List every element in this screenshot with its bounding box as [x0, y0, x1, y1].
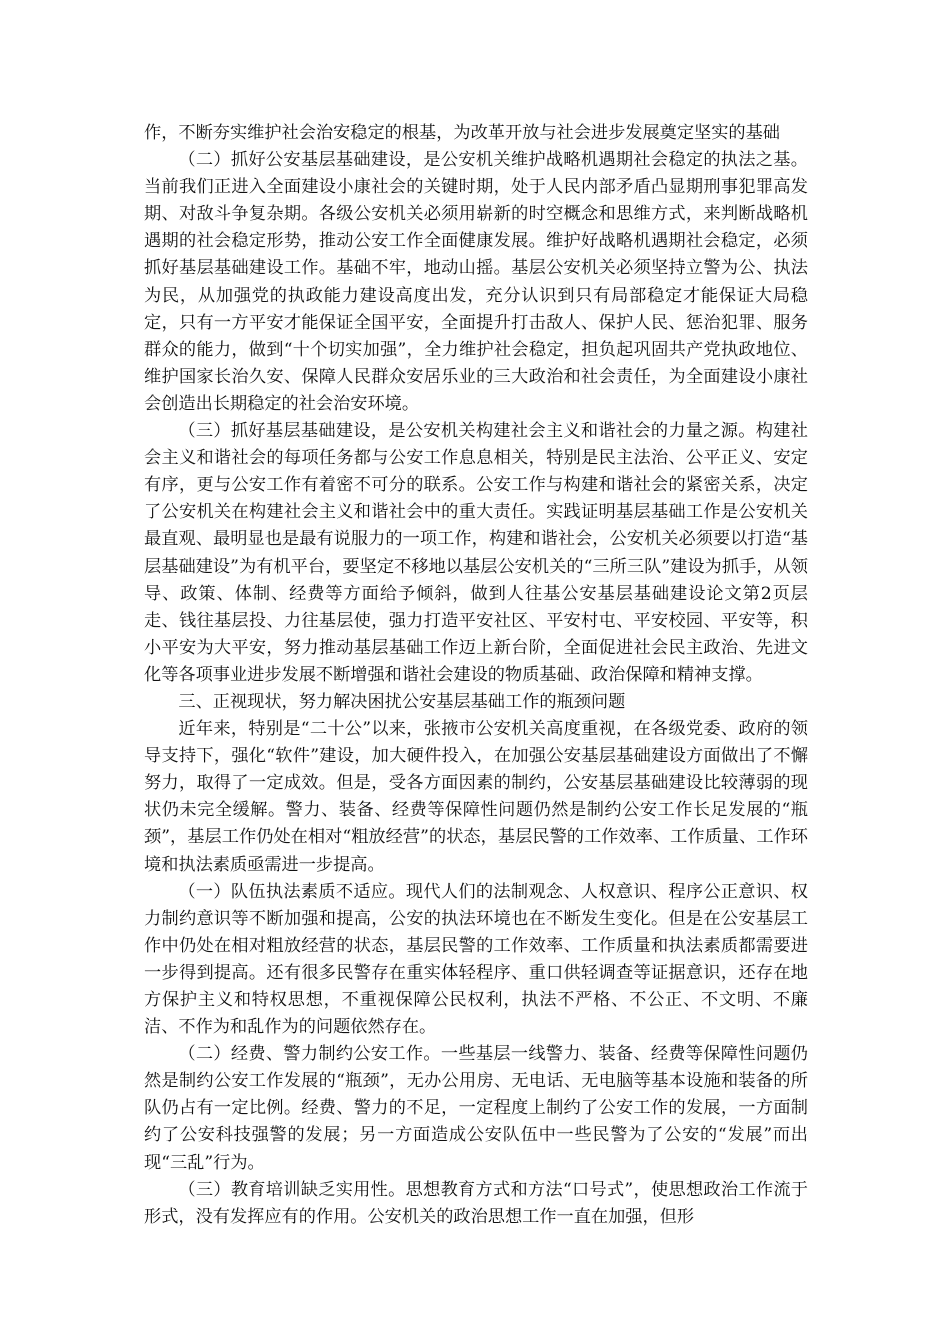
document-page	[144, 120, 808, 1231]
paragraph-section-3: （三）抓好基层基础建设，是公安机关构建社会主义和谐社会的力量之源。构建社会主义和谐社会的每项任务都与公安工作息息相关，特别是民主法治、公平正义、安定有序，更与公安工作有着密不可分的联系。公安工作与构建和谐社会的紧密关系，决定了公安机关在构建社会主义和谐社会中的重大责任。实践证明基层基础工作是公安机关最直观、最明显也是最有说服力的一项工作，构建和谐社会，公安机关必须要以打造“基层基础建设”为有机平台，要坚定不移地以基层公安机关的“三所三队”建设为抓手，从领导、政策、体制、经费等方面给予倾斜，做到人往基公安基层基础建设论文第2页层走、钱往基层投、力往基层使，强力打造平安社区、平安村屯、平安校园、平安等，积小平安为大平安，努力推动基层基础工作迈上新台阶，全面促进社会民主政治、先进文化等各项事业进步发展不断增强和谐社会建设的物质基础、政治保障和精神支撑。	[144, 421, 808, 685]
paragraph-issue-2: （二）经费、警力制约公安工作。一些基层一线警力、装备、经费等保障性问题仍然是制约公安工作发展的“瓶颈”，无办公用房、无电话、无电脑等基本设施和装备的所队仍占有一定比例。经费、警力的不足，一定程度上制约了公安工作的发展，一方面制约了公安科技强警的发展；另一方面造成公安队伍中一些民警为了公安的“发展”而出现“三乱”行为。	[144, 1044, 808, 1173]
paragraph-continuation: 作，不断夯实维护社会治安稳定的根基，为改革开放与社会进步发展奠定坚实的基础	[144, 123, 780, 143]
paragraph-issue-3: （三）教育培训缺乏实用性。思想教育方式和方法“口号式”，使思想政治工作流于形式，没有发挥应有的作用。公安机关的政治思想工作一直在加强，但形	[144, 1179, 808, 1227]
heading-part-3: 三、正视现状，努力解决困扰公安基层基础工作的瓶颈问题	[178, 691, 626, 712]
paragraph-intro: 近年来，特别是“二十公”以来，张掖市公安机关高度重视，在各级党委、政府的领导支持下，强化“软件”建设，加大硬件投入，在加强公安基层基础建设方面做出了不懈努力，取得了一定成效。但是，受各方面因素的制约，公安基层基础建设比较薄弱的现状仍未完全缓解。警力、装备、经费等保障性问题仍然是制约公安工作长足发展的“瓶颈”，基层工作仍处在相对“粗放经营”的状态，基层民警的工作效率、工作质量、工作环境和执法素质亟需进一步提高。	[144, 719, 808, 875]
paragraph-section-2: （二）抓好公安基层基础建设，是公安机关维护战略机遇期社会稳定的执法之基。当前我们正进入全面建设小康社会的关键时期，处于人民内部矛盾凸显期刑事犯罪高发期、对敌斗争复杂期。各级公安机关必须用崭新的时空概念和思维方式，来判断战略机遇期的社会稳定形势，推动公安工作全面健康发展。维护好战略机遇期社会稳定，必须抓好基层基础建设工作。基础不牢，地动山摇。基层公安机关必须坚持立警为公、执法为民，从加强党的执政能力建设高度出发，充分认识到只有局部稳定才能保证大局稳定，只有一方平安才能保证全国平安，全面提升打击敌人、保护人民、惩治犯罪、服务群众的能力，做到“十个切实加强”，全力维护社会稳定，担负起巩固共产党执政地位、维护国家长治久安、保障人民群众安居乐业的三大政治和社会责任，为全面建设小康社会创造出长期稳定的社会治安环境。	[144, 150, 808, 414]
paragraph-issue-1: （一）队伍执法素质不适应。现代人们的法制观念、人权意识、程序公正意识、权力制约意识等不断加强和提高，公安的执法环境也在不断发生变化。但是在公安基层工作中仍处在相对粗放经营的状态，基层民警的工作效率、工作质量和执法素质都需要进一步得到提高。还有很多民警存在重实体轻程序、重口供轻调查等证据意识，还存在地方保护主义和特权思想，不重视保障公民权利，执法不严格、不公正、不文明、不廉洁、不作为和乱作为的问题依然存在。	[144, 881, 808, 1038]
